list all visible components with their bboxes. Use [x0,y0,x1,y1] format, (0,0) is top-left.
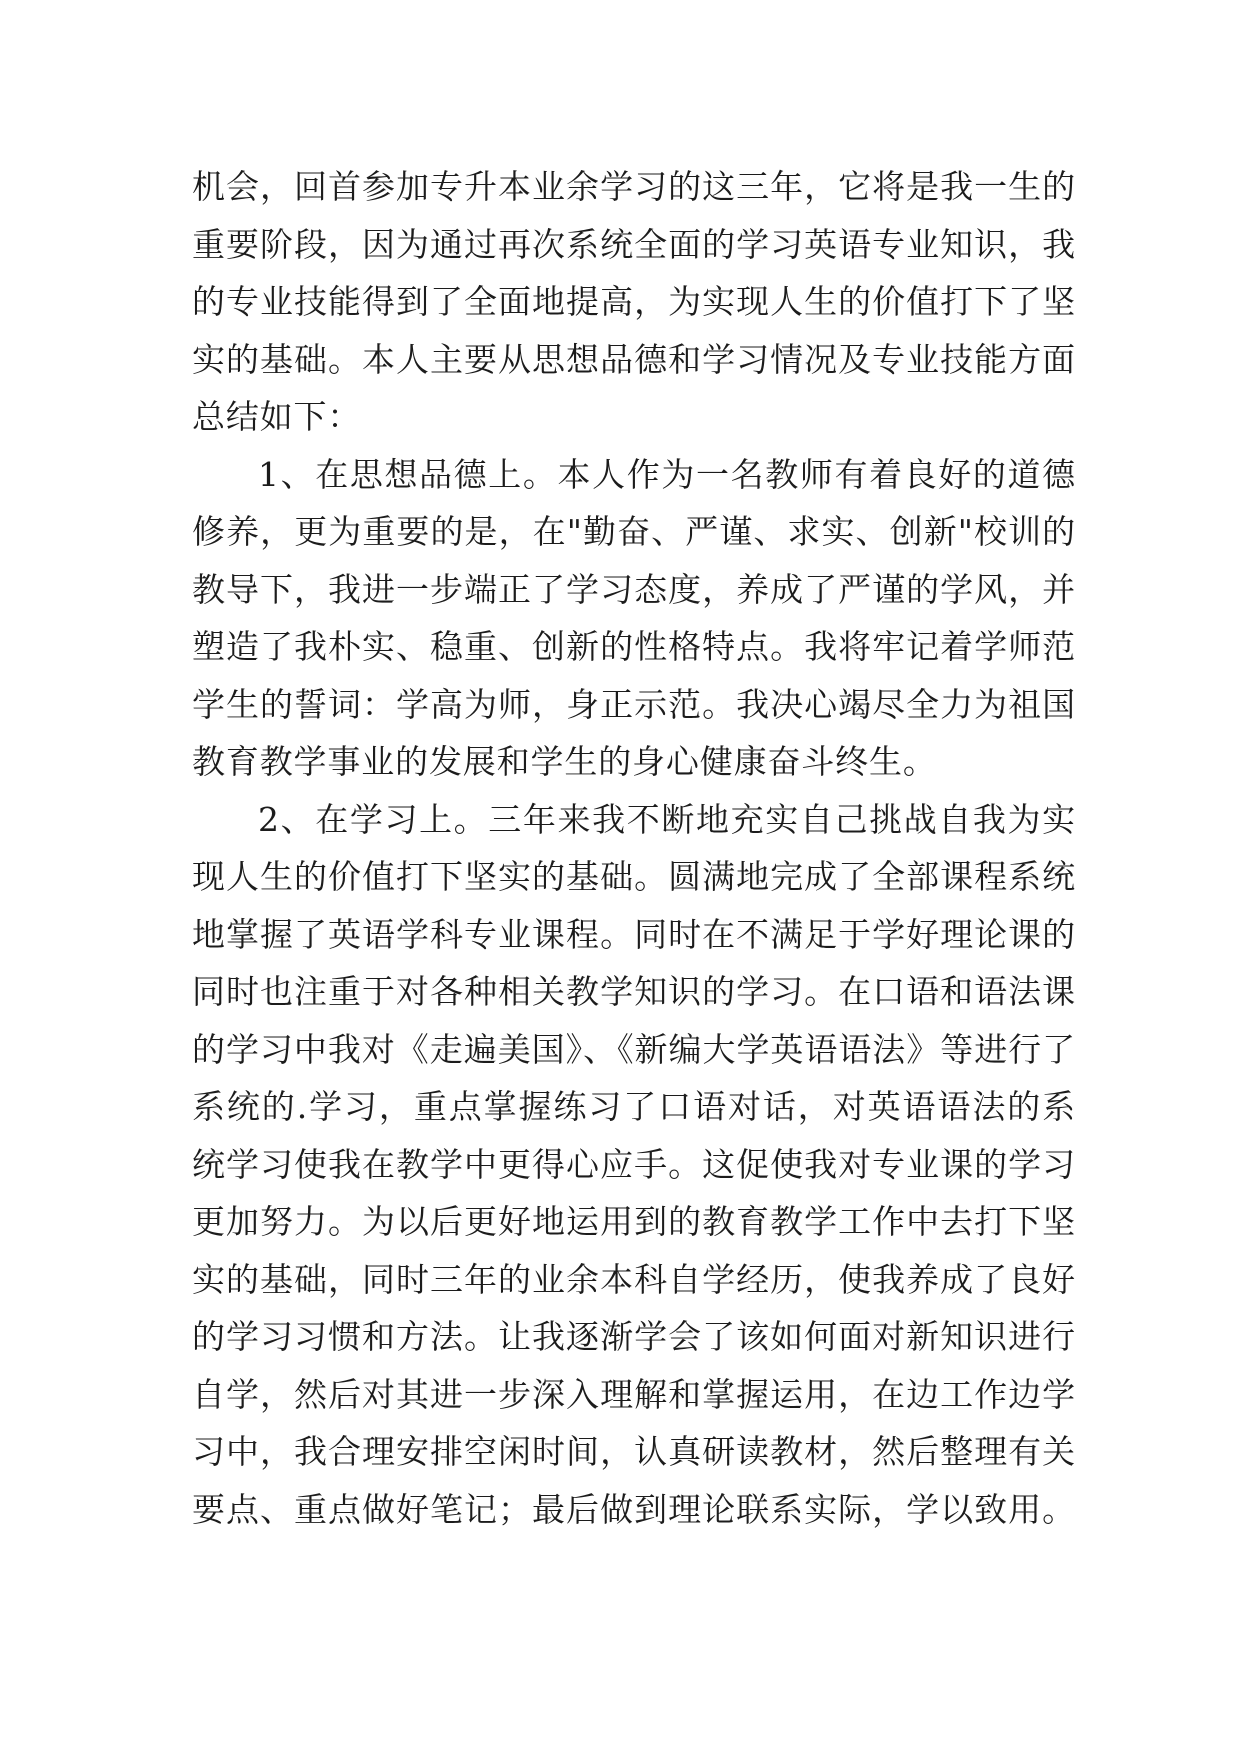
text-line: 更加努力。为以后更好地运用到的教育教学工作中去打下坚 [192,1202,1076,1241]
text-line: 的学习中我对《走遍美国》、《新编大学英语语法》等进行了 [192,1029,1076,1069]
text-line: 同时也注重于对各种相关教学知识的学习。在口语和语法课 [192,972,1076,1011]
text-line: 现人生的价值打下坚实的基础。圆满地完成了全部课程系统 [192,857,1076,896]
text-line: 教导下，我进一步端正了学习态度，养成了严谨的学风，并 [192,569,1076,609]
text-line: 自学，然后对其进一步深入理解和掌握运用，在边工作边学 [192,1374,1076,1414]
text-line: 教育教学事业的发展和学生的身心健康奋斗终生。 [192,742,937,781]
text-line: 要点、重点做好笔记；最后做到理论联系实际，学以致用。 [192,1489,1076,1529]
text-line: 机会，回首参加专升本业余学习的这三年，它将是我一生的 [192,167,1076,206]
text-line: 实的基础。本人主要从思想品德和学习情况及专业技能方面 [192,339,1076,379]
text-line: 统学习使我在教学中更得心应手。这促使我对专业课的学习 [192,1144,1076,1184]
text-line: 的专业技能得到了全面地提高，为实现人生的价值打下了坚 [192,282,1076,321]
text-line: 的学习习惯和方法。让我逐渐学会了该如何面对新知识进行 [192,1317,1076,1356]
text-line: 总结如下： [192,397,362,436]
text-line: 学生的誓词：学高为师，身正示范。我决心竭尽全力为祖国 [192,684,1076,724]
document-body [192,158,1076,1538]
text-line: 重要阶段，因为通过再次系统全面的学习英语专业知识，我 [192,224,1076,264]
text-line: 实的基础，同时三年的业余本科自学经历，使我养成了良好 [192,1259,1076,1299]
text-line: 习中，我合理安排空闲时间，认真研读教材，然后整理有关 [192,1432,1076,1471]
paragraph-1-first-line: 1、在思想品德上。本人作为一名教师有着良好的道德 [258,454,1076,494]
text-line: 地掌握了英语学科专业课程。同时在不满足于学好理论课的 [192,914,1076,954]
paragraph-2-first-line: 2、在学习上。三年来我不断地充实自己挑战自我为实 [258,799,1076,839]
text-line: 修养，更为重要的是，在"勤奋、严谨、求实、创新"校训的 [192,512,1076,551]
text-line: 系统的.学习，重点掌握练习了口语对话，对英语语法的系 [192,1087,1076,1126]
text-line: 塑造了我朴实、稳重、创新的性格特点。我将牢记着学师范 [192,627,1076,666]
